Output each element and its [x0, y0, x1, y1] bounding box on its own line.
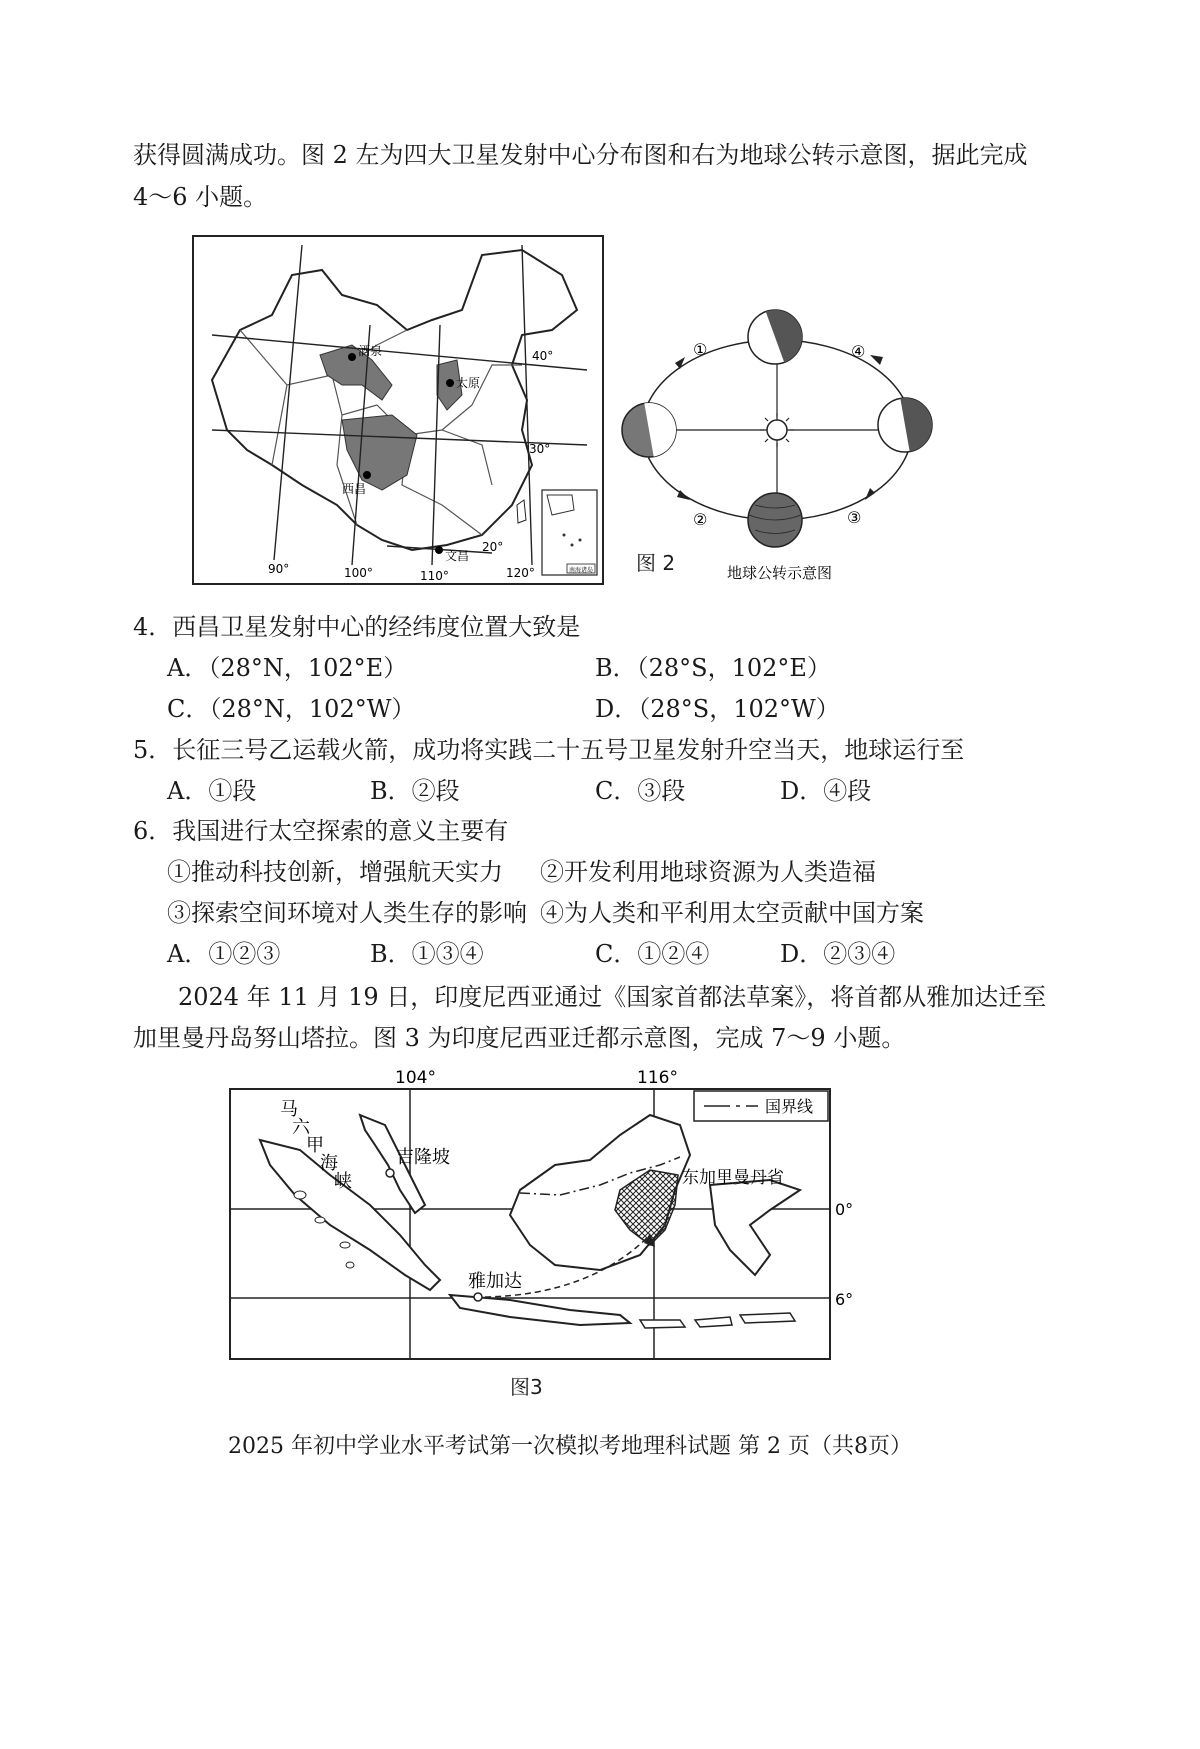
q5-option-a: A．①段	[167, 777, 257, 805]
intro-line-1: 获得圆满成功。图 2 左为四大卫星发射中心分布图和右为地球公转示意图，据此完成	[133, 141, 1028, 169]
q6-stem: 6．我国进行太空探索的意义主要有	[133, 817, 509, 845]
q6-statement-3: ③探索空间环境对人类生存的影响	[167, 899, 527, 927]
q6-option-a: A．①②③	[167, 940, 281, 968]
intro-line-2: 4～6 小题。	[133, 183, 268, 211]
wenchang-dot	[435, 546, 443, 554]
lon-100-label: 100°	[344, 566, 373, 580]
china-launch-center-map	[192, 235, 604, 585]
passage2-line-2: 加里曼丹岛努山塔拉。图 3 为印度尼西亚迁都示意图，完成 7～9 小题。	[133, 1024, 906, 1052]
q6-statement-1: ①推动科技创新，增强航天实力	[167, 858, 503, 886]
indonesia-capital-map	[210, 1065, 865, 1365]
inset-label: 南海诸岛	[569, 567, 594, 574]
jiuquan-label: 酒泉	[358, 344, 383, 358]
q6-option-b: B．①③④	[370, 940, 484, 968]
lat-40-label: 40°	[532, 349, 554, 363]
segment-1-label: ①	[693, 340, 708, 359]
lat-6-label: 6°	[835, 1290, 854, 1309]
q4-stem: 4．西昌卫星发射中心的经纬度位置大致是	[133, 613, 581, 641]
strait-char-2: 六	[292, 1117, 310, 1138]
q5-option-c: C．③段	[595, 777, 686, 805]
earth-orbit-diagram	[615, 285, 940, 585]
q6-option-c: C．①②④	[595, 940, 710, 968]
east-kalimantan-label: 东加里曼丹省	[682, 1168, 784, 1188]
lon-120-label: 120°	[506, 566, 535, 580]
orbit-title: 地球公转示意图	[727, 564, 833, 582]
figure2-caption: 图 2	[636, 551, 676, 575]
q4-option-c: C．（28°N，102°W）	[167, 695, 416, 723]
passage2-line-1: 2024 年 11 月 19 日，印度尼西亚通过《国家首都法草案》，将首都从雅加达迁至	[178, 983, 1047, 1011]
q5-option-b: B．②段	[370, 777, 460, 805]
q5-stem: 5．长征三号乙运载火箭，成功将实践二十五号卫星发射升空当天，地球运行至	[133, 736, 965, 764]
lon-116-label: 116°	[637, 1068, 678, 1088]
kl-label: 吉隆坡	[396, 1147, 450, 1168]
q6-statement-4: ④为人类和平利用太空贡献中国方案	[540, 899, 924, 927]
q4-option-b: B．（28°S，102°E）	[595, 654, 831, 682]
taiyuan-label: 太原	[456, 376, 481, 390]
xichang-dot	[363, 471, 371, 479]
wenchang-label: 文昌	[445, 549, 470, 563]
figure3-caption: 图3	[510, 1375, 543, 1399]
page-footer: 2025 年初中学业水平考试第一次模拟考地理科试题 第 2 页（共8页）	[228, 1434, 912, 1459]
segment-2-label: ②	[693, 510, 708, 529]
lat-30-label: 30°	[529, 442, 551, 456]
strait-char-4: 海	[320, 1153, 338, 1174]
legend-border-label: 国界线	[765, 1097, 814, 1116]
q5-option-d: D．④段	[780, 777, 872, 805]
xichang-label: 西昌	[342, 482, 367, 496]
segment-4-label: ④	[851, 342, 866, 361]
lon-104-label: 104°	[395, 1068, 436, 1088]
jakarta-dot	[474, 1293, 482, 1301]
lon-90-label: 90°	[268, 562, 290, 576]
jakarta-label: 雅加达	[468, 1271, 522, 1292]
kl-dot	[386, 1169, 394, 1177]
lon-110-label: 110°	[420, 569, 449, 583]
q4-option-a: A．（28°N，102°E）	[167, 654, 408, 682]
taiyuan-dot	[446, 379, 454, 387]
q6-option-d: D．②③④	[780, 940, 896, 968]
q4-option-d: D．（28°S，102°W）	[595, 695, 840, 723]
strait-char-5: 峡	[334, 1171, 352, 1192]
q6-statement-2: ②开发利用地球资源为人类造福	[540, 858, 876, 886]
lat-20-label: 20°	[482, 540, 504, 554]
segment-3-label: ③	[847, 508, 862, 527]
strait-char-1: 马	[280, 1099, 298, 1120]
lat-0-label: 0°	[835, 1200, 854, 1219]
jiuquan-dot	[348, 353, 356, 361]
strait-char-3: 甲	[306, 1135, 324, 1156]
